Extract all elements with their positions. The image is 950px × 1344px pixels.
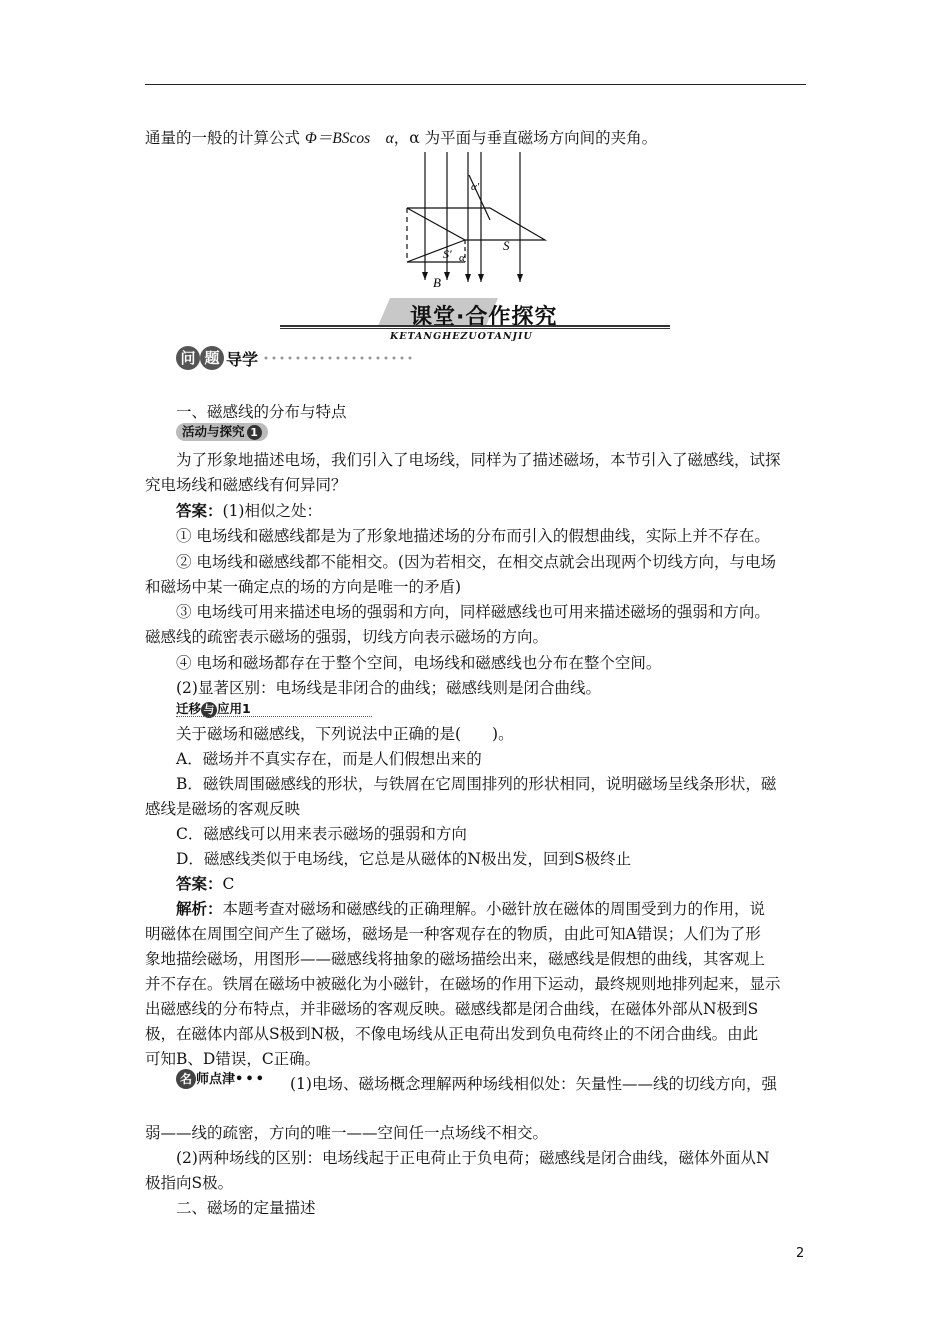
answer2-line (176, 873, 234, 895)
transfer-label-a: 迁移 (176, 701, 202, 716)
answer1-first: (1)相似之处： (222, 502, 322, 520)
analysis-line-6: 极，在磁体内部从S极到N极，不像电场线从正电荷出发到负电荷终止的不闭合曲线。由此 (145, 1025, 759, 1043)
answer1-line-5: 磁感线的疏密表示磁场的强弱，切线方向表示磁场的方向。 (145, 628, 549, 646)
arrow-1 (422, 272, 428, 280)
tips-line-4: 极指向S极。 (145, 1174, 234, 1192)
arrow-5 (517, 274, 523, 282)
dotted-leader (262, 355, 412, 361)
section2-title: 二、磁场的定量描述 (176, 1199, 316, 1217)
label-s-prime: S′ (443, 247, 452, 261)
transfer-label-b: 应用1 (217, 701, 251, 716)
banner-title: 课堂·合作探究 (410, 305, 558, 330)
analysis-line-5: 出磁感线的分布特点，并非磁场的客观反映。磁感线都是闭合曲线，在磁体外部从N极到S (145, 1000, 759, 1018)
intro-part1: 通量的一般的计算公式 (145, 129, 305, 147)
mcq-option-d: D．磁感线类似于电场线，它总是从磁体的N极出发，回到S极终止 (176, 850, 632, 868)
tips-line-3: (2)两种场线的区别：电场线起于正电荷止于负电荷；磁感线是闭合曲线，磁体外面从N (176, 1149, 770, 1167)
arrow-4 (478, 274, 484, 282)
analysis-line-2: 明磁体在周围空间产生了磁场，磁场是一种客观存在的物质，由此可知A错误；人们为了形 (145, 925, 761, 943)
intro-part2: ，α 为平面与垂直磁场方向间的夹角。 (393, 129, 658, 147)
mingshi-ming: 名 (176, 1069, 196, 1089)
analysis-first: 本题考查对磁场和磁感线的正确理解。小磁针放在磁体的周围受到力的作用，说 (222, 900, 766, 918)
mingshi-label: 师点津 (196, 1072, 236, 1087)
question-line-2: 究电场线和磁感线有何异同？ (145, 476, 347, 494)
banner-subtitle: KETANGHEZUOTANJIU (390, 331, 533, 342)
analysis-first-line (176, 898, 765, 920)
answer1-line-1: ① 电场线和磁感线都是为了形象地描述场的分布而引入的假想曲线，实际上并不存在。 (176, 527, 770, 545)
mcq-option-a: A．磁场并不真实存在，而是人们假想出来的 (176, 750, 482, 768)
intro-text (145, 127, 657, 150)
flux-diagram-svg (395, 150, 565, 290)
arrow-3 (465, 274, 471, 282)
question-line-1: 为了形象地描述电场，我们引入了电场线，同样为了描述磁场，本节引入了磁感线，试探 (176, 451, 781, 469)
activity-number: 1 (247, 425, 262, 440)
header-rule (145, 84, 806, 85)
answer1-label: 答案： (176, 501, 223, 520)
page-number: 2 (796, 1246, 805, 1261)
flux-formula: Φ＝BScos α (304, 130, 394, 147)
tips-line-2: 弱——线的疏密，方向的唯一——空间任一点场线不相交。 (145, 1124, 549, 1142)
banner-rule (280, 325, 670, 327)
mcq-stem: 关于磁场和磁感线，下列说法中正确的是( )。 (176, 725, 514, 743)
answer1-line-3: 和磁场中某一确定点的场的方向是唯一的矛盾) (145, 578, 462, 596)
section-banner (280, 298, 670, 348)
wenti-daoxue-heading (176, 346, 412, 376)
answer1-line-4: ③ 电场线可用来描述电场的强弱和方向，同样磁感线也可用来描述磁场的强弱和方向。 (176, 603, 770, 621)
banner-rule-thin (280, 328, 670, 329)
mcq-option-b: B．磁铁周围磁感线的形状，与铁屑在它周围排列的形状相同，说明磁场呈线条形状，磁 (176, 775, 777, 793)
analysis-line-7: 可知B、D错误，C正确。 (145, 1050, 321, 1068)
transfer-yu: 与 (201, 702, 217, 718)
answer1-line-6: ④ 电场和磁场都存在于整个空间，电场线和磁感线也分布在整个空间。 (176, 654, 662, 672)
label-alpha-prime: α′ (471, 181, 480, 193)
label-alpha: α (459, 252, 465, 264)
answer1-first-line (176, 500, 322, 522)
mingshi-tag: 名 师点津••• (176, 1068, 266, 1090)
mcq-option-c: C．磁感线可以用来表示磁场的强弱和方向 (176, 825, 467, 843)
flux-diagram (395, 150, 565, 294)
analysis-label: 解析： (176, 899, 223, 918)
activity-tag (176, 423, 268, 441)
label-s: S (503, 238, 510, 253)
label-b: B (433, 275, 441, 290)
answer1-line-2: ② 电场线和磁感线都不能相交。(因为若相交，在相交点就会出现两个切线方向，与电场 (176, 553, 776, 571)
answer2-label: 答案： (176, 874, 223, 893)
wenti-char-1: 问 (176, 346, 200, 370)
wenti-label: 导学 (226, 349, 259, 369)
wenti-char-2: 题 (200, 346, 224, 370)
activity-label: 活动与探究 (182, 424, 245, 439)
analysis-line-4: 并不存在。铁屑在磁场中被磁化为小磁针，在磁场的作用下运动，最终规则地排列起来，显示 (145, 975, 781, 993)
tips-line-1: (1)电场、磁场概念理解两种场线相似处：矢量性——线的切线方向，强 (290, 1075, 777, 1093)
section1-title: 一、磁感线的分布与特点 (176, 403, 347, 421)
answer2-value: C (222, 875, 235, 893)
mcq-option-b-cont: 感线是磁场的客观反映 (145, 800, 301, 818)
answer1-line-7: (2)显著区别：电场线是非闭合的曲线；磁感线则是闭合曲线。 (176, 679, 601, 697)
transfer-dotted-underline (176, 716, 372, 717)
arrow-2 (444, 272, 450, 280)
plane-s (407, 208, 545, 240)
projection-diagonal (407, 240, 465, 262)
analysis-line-3: 象地描绘磁场，用图形——磁感线将抽象的磁场描绘出来，磁感线是假想的曲线，其客观上 (145, 950, 766, 968)
